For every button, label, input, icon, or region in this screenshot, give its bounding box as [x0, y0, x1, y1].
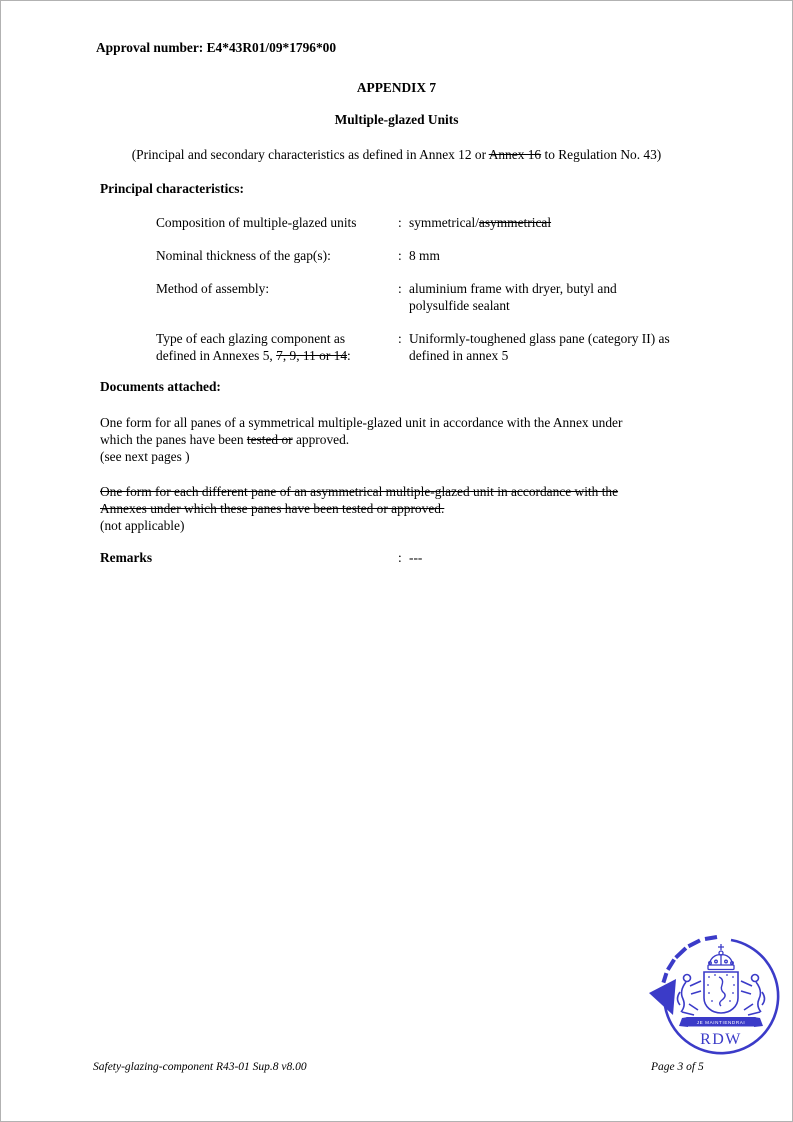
documents-paragraph-2: [100, 483, 692, 534]
glazing-label-line2-strike: 7, 9, 11 or 14: [276, 348, 348, 363]
row-gap-thickness-value: 8 mm: [409, 248, 440, 263]
para1-note: (see next pages ): [100, 449, 190, 464]
row-gap-thickness: [156, 247, 792, 264]
row-glazing-component-colon: :: [398, 331, 402, 346]
assembly-value-line2: polysulfide sealant: [409, 298, 510, 313]
rdw-stamp-graphic: [646, 931, 791, 1061]
para1-line2-post: approved.: [292, 432, 350, 447]
approval-number: E4*43R01/09*1796*00: [206, 40, 337, 55]
glazing-label-line1: Type of each glazing component as: [156, 331, 346, 346]
approval-number-line: [96, 39, 792, 56]
para1-line2-strike: tested or: [246, 432, 293, 447]
principal-characteristics-table: [1, 214, 792, 364]
intro-post: to Regulation No. 43): [541, 147, 662, 162]
row-gap-thickness-colon: :: [398, 248, 402, 263]
documents-paragraph-1: [100, 414, 692, 465]
crown-icon: [708, 944, 734, 970]
stamp-wedge: [649, 979, 676, 1015]
row-glazing-component-value: [409, 330, 719, 364]
composition-value-pre: symmetrical/: [409, 215, 479, 230]
remarks-label: Remarks: [100, 550, 153, 565]
row-assembly-method-value: [409, 280, 719, 314]
intro-strike: Annex 16: [488, 147, 542, 162]
para1-line2-pre: which the panes have been: [100, 432, 247, 447]
row-composition-label: Composition of multiple-glazed units: [156, 215, 357, 230]
assembly-value-line1: aluminium frame with dryer, butyl and: [409, 281, 617, 296]
row-assembly-method: [156, 280, 792, 314]
rdw-stamp: [646, 931, 791, 1061]
composition-value-strike: asymmetrical: [478, 215, 552, 230]
motto-banner: [679, 1017, 763, 1027]
glazing-label-line2-post: :: [347, 348, 351, 363]
glazing-label-line2-pre: defined in Annexes 5,: [156, 348, 277, 363]
intro-pre: (Principal and secondary characteristics as defined in Annex 12 or: [131, 147, 489, 162]
approval-label: Approval number:: [96, 40, 204, 55]
principal-characteristics-heading: Principal characteristics:: [100, 181, 244, 196]
para2-strike-line2: Annexes under which these panes have been tested or approved.: [100, 501, 445, 516]
row-assembly-method-colon: :: [398, 281, 402, 296]
para2-note: (not applicable): [100, 518, 185, 533]
document-subtitle: Multiple-glazed Units: [334, 112, 459, 127]
footer-document-id: Safety-glazing-component R43-01 Sup.8 v8.00: [93, 1061, 307, 1073]
remarks-value: ---: [409, 550, 423, 565]
row-gap-thickness-label: Nominal thickness of the gap(s):: [156, 248, 331, 263]
glazing-label-line2: [156, 347, 398, 364]
lion-right-icon: [741, 975, 765, 1016]
row-glazing-component-label: [156, 330, 398, 364]
footer-page-number: Page 3 of 5: [651, 1061, 704, 1073]
row-assembly-method-label: Method of assembly:: [156, 281, 270, 296]
shield-icon: [704, 972, 738, 1013]
row-glazing-component-type: [156, 330, 792, 364]
stamp-org-text: RDW: [700, 1031, 742, 1048]
lion-left-icon: [678, 975, 702, 1016]
para2-strike-line1: One form for each different pane of an asymmetrical multiple-glazed unit in accordance with the: [100, 484, 619, 499]
remarks-colon: :: [398, 550, 402, 565]
row-composition: [156, 214, 792, 231]
row-composition-value: [409, 214, 719, 231]
appendix-title: APPENDIX 7: [356, 80, 437, 95]
intro-line: [1, 146, 792, 163]
row-composition-colon: :: [398, 215, 402, 230]
glazing-value-line1: Uniformly-toughened glass pane (category II) as: [409, 331, 670, 346]
motto-text: JE MAINTIENDRAI: [696, 1020, 746, 1025]
documents-attached-heading: Documents attached:: [100, 379, 221, 394]
glazing-value-line2: defined in annex 5: [409, 348, 509, 363]
para1-line1: One form for all panes of a symmetrical multiple-glazed unit in accordance with the Annex under: [100, 415, 623, 430]
remarks-row: [100, 549, 792, 566]
para1-line2: [100, 431, 692, 448]
